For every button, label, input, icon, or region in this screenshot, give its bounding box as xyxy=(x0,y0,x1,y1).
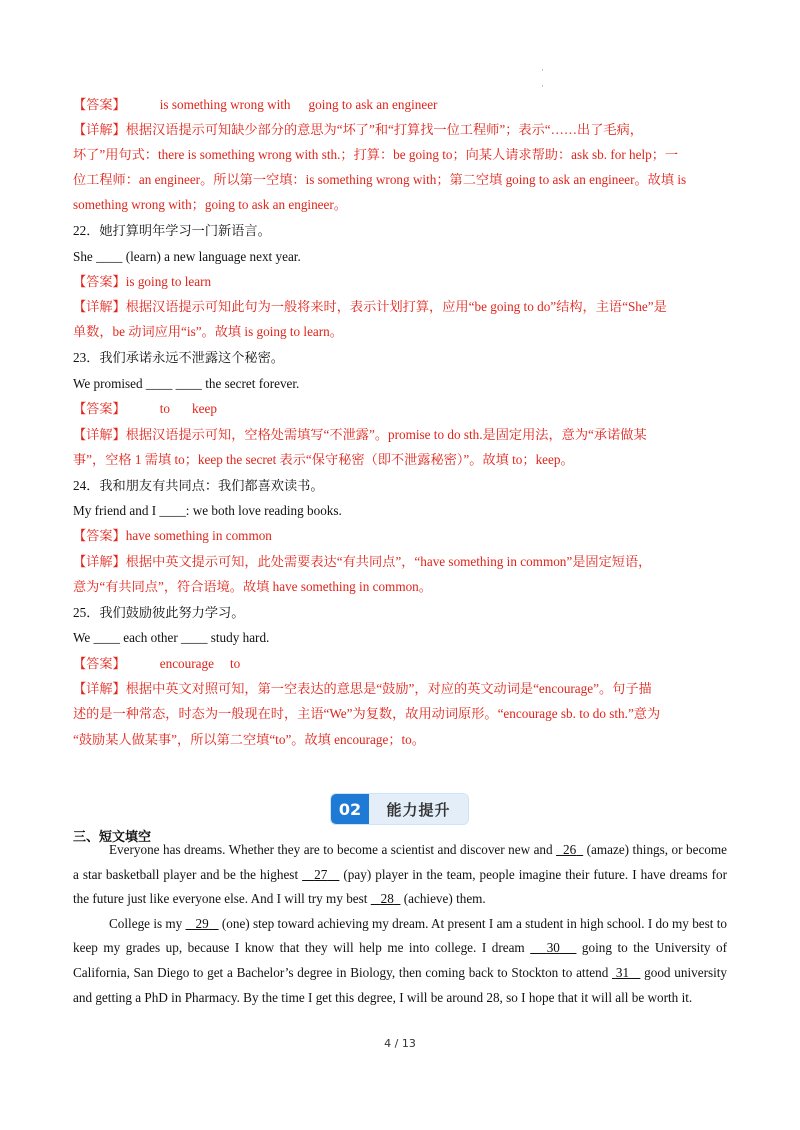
passage-paragraph xyxy=(73,838,727,912)
detail-line: 坏了”用句式：there is something wrong with sth.；打算：be going to；向某人请求帮助：ask sb. for help；一 xyxy=(73,147,679,162)
sentence-24: My friend and I ____: we both love reading books. xyxy=(73,503,342,518)
detail-line: 【详解】根据中英文对照可知，第一空表达的意思是“鼓励”，对应的英文动词是“encourage”。句子描 xyxy=(73,681,652,696)
blank-28 xyxy=(371,891,401,906)
blank-29 xyxy=(186,916,219,931)
answer-tag: 【答案】 xyxy=(73,401,126,416)
answer-value: encourage xyxy=(159,656,214,671)
section-badge xyxy=(331,794,468,824)
detail-line: 述的是一种常态，时态为一般现在时，主语“We”为复数，故用动词原形。“encourage sb. to do sth.”意为 xyxy=(73,706,661,721)
detail-line: 单数，be 动词应用“is”。故填 is going to learn。 xyxy=(73,324,343,339)
blank-number: 31 xyxy=(615,964,630,980)
answer-tag: 【答案】 xyxy=(73,97,126,112)
answer-line-25 xyxy=(73,655,240,673)
blank-number: 28 xyxy=(380,891,394,907)
passage-text: (one) step toward achieving my dream. At present I am a student in high school. I do my best to keep my grades up, because I know that they will help me into college. I dream xyxy=(73,915,728,956)
blank-31 xyxy=(612,965,640,980)
passage-paragraph xyxy=(73,912,727,1010)
answer-line-21 xyxy=(73,96,437,114)
passage-text: (pay) player in the team, people imagine their future. I have dreams for the future just like everyone else. And I will try my best xyxy=(73,866,727,907)
question-22: 22．她打算明年学习一门新语言。 xyxy=(73,223,271,238)
detail-line: 事”，空格 1 需填 to；keep the secret 表示“保守秘密（即不泄露秘密）”。故填 to；keep。 xyxy=(73,452,574,467)
passage-text: (achieve) them. xyxy=(400,891,486,907)
answer-line-23 xyxy=(73,400,217,418)
detail-line: 【详解】根据中英文提示可知，此处需要表达“有共同点”，“have something in common”是固定短语， xyxy=(73,554,652,569)
passage-text: going to the University of California, San Diego to get a Bachelor’s degree in Biology, then coming back to Stockton to attend xyxy=(73,940,727,980)
detail-line: 位工程师：an engineer。所以第一空填：is something wrong with；第二空填 going to ask an engineer。故填 is xyxy=(73,172,687,187)
detail-line: “鼓励某人做某事”，所以第二空填“to”。故填 encourage；to。 xyxy=(73,732,425,747)
answer-value: is something wrong with xyxy=(159,97,291,112)
detail-line: 【详解】根据汉语提示可知缺少部分的意思为“坏了”和“打算找一位工程师”；表示“……出了毛病， xyxy=(73,122,643,137)
passage-text: College is my xyxy=(109,915,186,931)
blank-number: 30 xyxy=(546,940,560,956)
page-number: 4 / 13 xyxy=(384,1037,416,1050)
answer-line-22: 【答案】is going to learn xyxy=(73,274,212,289)
blank-27 xyxy=(302,867,339,882)
detail-line: 意为“有共同点”，符合语境。故填 have something in common。 xyxy=(73,579,432,594)
blank-number: 26 xyxy=(563,842,577,857)
question-23: 23．我们承诺永远不泄露这个秘密。 xyxy=(73,350,284,365)
header-dot: · xyxy=(541,65,544,75)
answer-value: to xyxy=(229,656,241,671)
answer-value: keep xyxy=(192,401,217,416)
answer-value: to xyxy=(159,401,171,416)
detail-line: 【详解】根据汉语提示可知，空格处需填写“不泄露”。promise to do sth.是固定用法，意为“承诺做某 xyxy=(73,427,647,442)
detail-line: something wrong with；going to ask an engineer。 xyxy=(73,197,347,212)
answer-value: going to ask an engineer xyxy=(308,97,438,112)
passage-text: (amaze) things, or become a star basketball player and be the highest xyxy=(73,842,727,882)
section-title: 三、短文填空 xyxy=(73,830,152,845)
blank-30 xyxy=(530,940,576,955)
question-24: 24．我和朋友有共同点：我们都喜欢读书。 xyxy=(73,478,324,493)
header-dot: · xyxy=(541,81,544,91)
passage-text: good university and getting a PhD in Pharmacy. By the time I get this degree, I will be around 28, so I hope that it will all be worth it. xyxy=(73,964,728,1005)
sentence-23: We promised ____ ____ the secret forever. xyxy=(73,376,300,391)
blank-number: 29 xyxy=(195,915,209,931)
blank-26 xyxy=(556,842,583,857)
answer-line-24: 【答案】have something in common xyxy=(73,528,272,543)
section-badge-label: 能力提升 xyxy=(369,794,468,824)
section-badge-number: 02 xyxy=(331,794,369,824)
detail-line: 【详解】根据汉语提示可知此句为一般将来时，表示计划打算，应用“be going to do”结构，主语“She”是 xyxy=(73,299,667,314)
answer-tag: 【答案】 xyxy=(73,656,126,671)
question-25: 25．我们鼓励彼此努力学习。 xyxy=(73,605,245,620)
sentence-22: She ____ (learn) a new language next year. xyxy=(73,249,301,264)
blank-number: 27 xyxy=(314,866,328,882)
passage xyxy=(73,838,727,1010)
passage-text: Everyone has dreams. Whether they are to become a scientist and discover new and xyxy=(109,842,557,857)
sentence-25: We ____ each other ____ study hard. xyxy=(73,630,270,645)
